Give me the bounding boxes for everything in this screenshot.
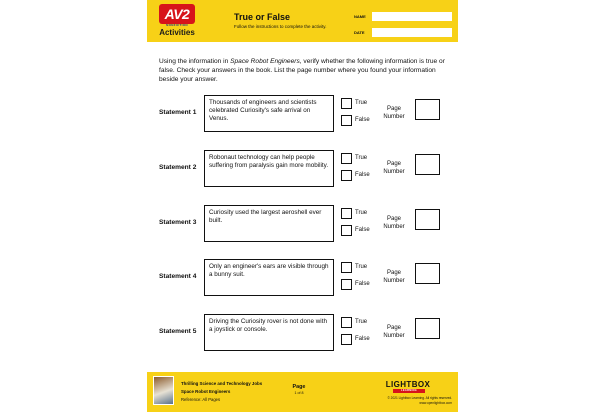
- name-label: NAME: [354, 14, 366, 19]
- statement-text: Only an engineer's ears are visible through a bunny suit.: [204, 259, 334, 296]
- instructions-after: , verify whether the following information is true or false. Check your answers in the book. List the page number where you found your information beside your answer.: [159, 58, 445, 83]
- footer-bar: [147, 372, 458, 412]
- page-number-label: Page Number: [383, 325, 405, 339]
- page-title: True or False: [234, 12, 291, 22]
- footer-page-label: Page: [292, 384, 306, 390]
- statement-label: Statement 3: [159, 219, 197, 226]
- false-label: False: [355, 227, 370, 233]
- name-field[interactable]: [372, 12, 452, 21]
- statement-label: Statement 5: [159, 328, 197, 335]
- false-checkbox[interactable]: [341, 170, 352, 181]
- statement-label: Statement 4: [159, 273, 197, 280]
- av2-logo: [153, 4, 201, 38]
- statement-text: Robonaut technology can help people suffering from paralysis gain more mobility.: [204, 150, 334, 187]
- logo-label: Activities: [159, 28, 195, 37]
- true-label: True: [355, 155, 368, 161]
- statement-text: Driving the Curiosity rover is not done with a joystick or console.: [204, 314, 334, 351]
- statement-row: [147, 95, 458, 133]
- false-label: False: [355, 172, 370, 178]
- lightbox-logo-sub: LEARNING: [393, 389, 425, 393]
- false-checkbox[interactable]: [341, 115, 352, 126]
- page-number-field[interactable]: [415, 318, 440, 339]
- footer-url: www.openlightbox.com: [419, 401, 452, 405]
- statement-text: Curiosity used the largest aeroshell ever built.: [204, 205, 334, 242]
- true-label: True: [355, 264, 368, 270]
- footer-book-title: Space Robot Engineers: [181, 389, 231, 394]
- footer-page-number: 1 of 8: [294, 391, 304, 395]
- false-label: False: [355, 336, 370, 342]
- true-label: True: [355, 100, 368, 106]
- instructions-book-title: Space Robot Engineers: [230, 58, 300, 65]
- footer-reference: Reference: All Pages: [181, 397, 221, 402]
- statement-label: Statement 1: [159, 109, 197, 116]
- statement-text: Thousands of engineers and scientists celebrated Curiosity's safe arrival on Venus.: [204, 95, 334, 132]
- false-checkbox[interactable]: [341, 279, 352, 290]
- true-checkbox[interactable]: [341, 153, 352, 164]
- logo-sub: NONFICTION: [166, 23, 188, 27]
- date-label: DATE: [354, 30, 365, 35]
- instructions: [159, 57, 451, 84]
- book-cover-thumbnail: [153, 376, 174, 405]
- statement-row: [147, 314, 458, 352]
- true-checkbox[interactable]: [341, 262, 352, 273]
- page-number-field[interactable]: [415, 209, 440, 230]
- true-checkbox[interactable]: [341, 317, 352, 328]
- page-subtitle: Follow the instructions to complete the activity.: [234, 24, 327, 29]
- false-checkbox[interactable]: [341, 334, 352, 345]
- true-label: True: [355, 319, 368, 325]
- statement-row: [147, 259, 458, 297]
- true-label: True: [355, 210, 368, 216]
- lightbox-logo: LIGHTBOX: [385, 380, 431, 389]
- statement-row: [147, 205, 458, 243]
- statement-row: [147, 150, 458, 188]
- date-field[interactable]: [372, 28, 452, 37]
- true-checkbox[interactable]: [341, 208, 352, 219]
- header-bar: [147, 0, 458, 42]
- true-checkbox[interactable]: [341, 98, 352, 109]
- page-number-label: Page Number: [383, 270, 405, 284]
- worksheet-page: [147, 0, 458, 412]
- page-number-label: Page Number: [383, 106, 405, 120]
- statement-label: Statement 2: [159, 164, 197, 171]
- false-label: False: [355, 117, 370, 123]
- false-checkbox[interactable]: [341, 225, 352, 236]
- page-number-field[interactable]: [415, 99, 440, 120]
- false-label: False: [355, 281, 370, 287]
- page-number-label: Page Number: [383, 161, 405, 175]
- footer-series: Thrilling Science and Technology Jobs: [181, 381, 263, 386]
- page-number-field[interactable]: [415, 263, 440, 284]
- logo-mark: AV2: [159, 4, 195, 24]
- page-number-label: Page Number: [383, 216, 405, 230]
- page-number-field[interactable]: [415, 154, 440, 175]
- footer-copyright: © 2021 Lightbox Learning. All rights reserved.: [387, 396, 452, 400]
- instructions-before: Using the information in: [159, 58, 231, 65]
